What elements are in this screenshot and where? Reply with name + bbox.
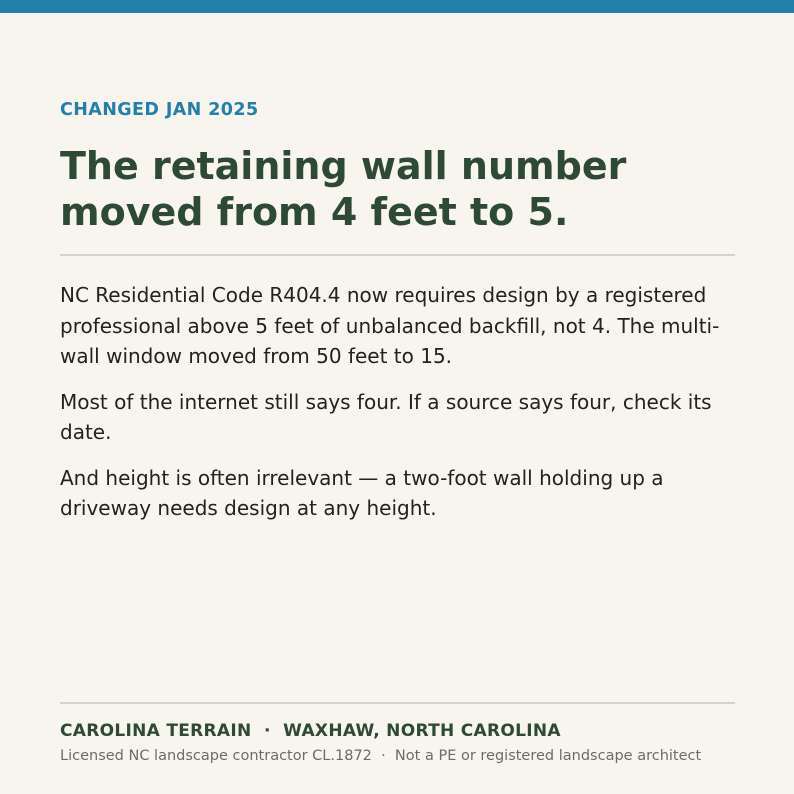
paragraph-code-change: NC Residential Code R404.4 now requires design by a registered professional above 5 feet of unbalanced backfill, not 4. The multi-wall window moved from 50 feet to 15. [60,283,720,368]
paragraph-check-date: Most of the internet still says four. If a source says four, check its date. [60,389,712,444]
top-accent-bar [0,0,794,13]
headline-divider [60,254,735,256]
main-content [60,98,735,539]
footer-divider [60,702,735,704]
headline: The retaining wall number moved from 4 feet to 5. [60,144,627,234]
paragraph-height-irrelevant: And height is often irrelevant — a two-foot wall holding up a driveway needs design at any height. [60,465,664,520]
body-text [60,280,735,524]
footer [60,702,735,766]
footer-license-note: Licensed NC landscape contractor CL.1872 · Not a PE or registered landscape architect [60,748,702,764]
footer-brand: CAROLINA TERRAIN · WAXHAW, NORTH CAROLINA [60,721,561,741]
eyebrow-label: CHANGED JAN 2025 [60,100,259,120]
